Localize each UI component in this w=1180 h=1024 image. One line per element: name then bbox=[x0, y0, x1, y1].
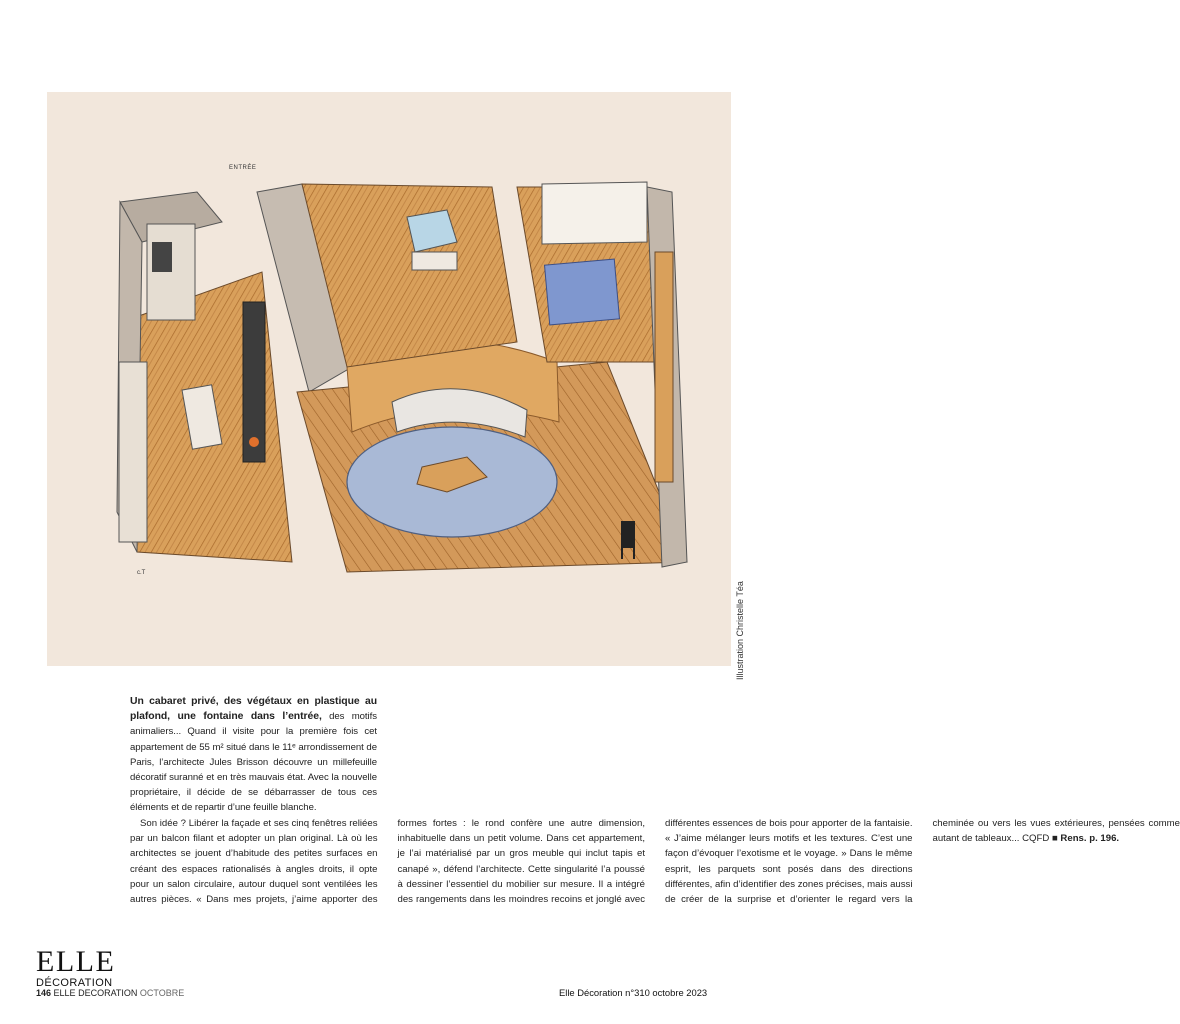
illustration-credit bbox=[731, 581, 761, 690]
kitchen-oven bbox=[152, 242, 172, 272]
article-paragraph-2-text: Son idée ? Libérer la façade et ses cinq fenêtres reliées par un balcon filant et adopter un plan original. Là où les architectes se jouent d’habitude des petites surfaces en créant des espaces rationalisés à angles droits, il opte pour un salon circulaire, autour duquel sont ventilées les autres pièces. « Dans mes projets, j’aime apporter des formes fortes : le rond confère une autre dimension, inhabituelle dans un petit volume. Dans cet appartement, je l’ai matérialisé par un gros meuble qui inclut tapis et canapé », défend l’architecte. Cette singularité l’a poussé à dessiner l’essentiel du mobilier sur mesure. Il a intégré des rangements dans les moindres recoins et jonglé avec différentes essences de bois pour apporter de la fantaisie. « J’aime mélanger leurs motifs et les textures. C’est une façon d’évoquer l’exotisme et le voyage. » Dans le même esprit, les parquets sont posés dans des directions différentes, afin d’identifier des zones précises, mais aussi de créer de la surprise et d’orienter le regard vers la cheminée ou vers les vues extérieures, pensées comme autant de tableaux... CQFD bbox=[130, 818, 1180, 906]
fireplace-fire bbox=[249, 437, 259, 447]
article-body bbox=[130, 694, 645, 816]
issue-line: Elle Décoration n°310 octobre 2023 bbox=[559, 987, 708, 998]
article-paragraph-1 bbox=[130, 694, 377, 816]
logo-word: ELLE bbox=[36, 945, 116, 978]
article-column-right bbox=[397, 694, 644, 816]
folio-month: OCTOBRE bbox=[139, 988, 185, 998]
bed bbox=[545, 259, 620, 325]
apartment-illustration bbox=[47, 92, 731, 666]
article-lead: Un cabaret privé, des végétaux en plastique au plafond, une fontaine dans l’entrée, bbox=[130, 696, 377, 723]
magazine-logo bbox=[36, 947, 126, 1007]
article-column-left bbox=[130, 694, 377, 816]
illustrator-signature: c.T bbox=[137, 570, 146, 576]
article-reference: ■ Rens. p. 196. bbox=[1051, 833, 1120, 845]
credit-text: Illustration Christelle Téa bbox=[735, 581, 745, 680]
logo-subtitle: DÉCORATION bbox=[36, 977, 113, 989]
right-shelving bbox=[655, 252, 673, 482]
bedroom-windows bbox=[542, 182, 647, 244]
page-number: 146 bbox=[36, 988, 52, 998]
article-paragraph-2 bbox=[130, 816, 1180, 916]
illustration-drawing bbox=[47, 92, 731, 666]
caption-entree: ENTRÉE bbox=[229, 165, 257, 171]
page-folio bbox=[36, 988, 184, 998]
folio-magazine: ELLE DECORATION bbox=[53, 988, 138, 998]
article-paragraph-1-text: des motifs animaliers... Quand il visite pour la première fois cet appartement de 55 m² situé dans le 11ᵉ arrondissement de Paris, l’architecte Jules Brisson découvre un millefeuille décoratif suranné et en très mauvais état. Avec la nouvelle propriétaire, il décide de se débarrasser de tous ces éléments et de repartir d’une feuille blanche. bbox=[130, 711, 377, 814]
kitchen-counter bbox=[119, 362, 147, 542]
bathroom-vanity bbox=[412, 252, 457, 270]
